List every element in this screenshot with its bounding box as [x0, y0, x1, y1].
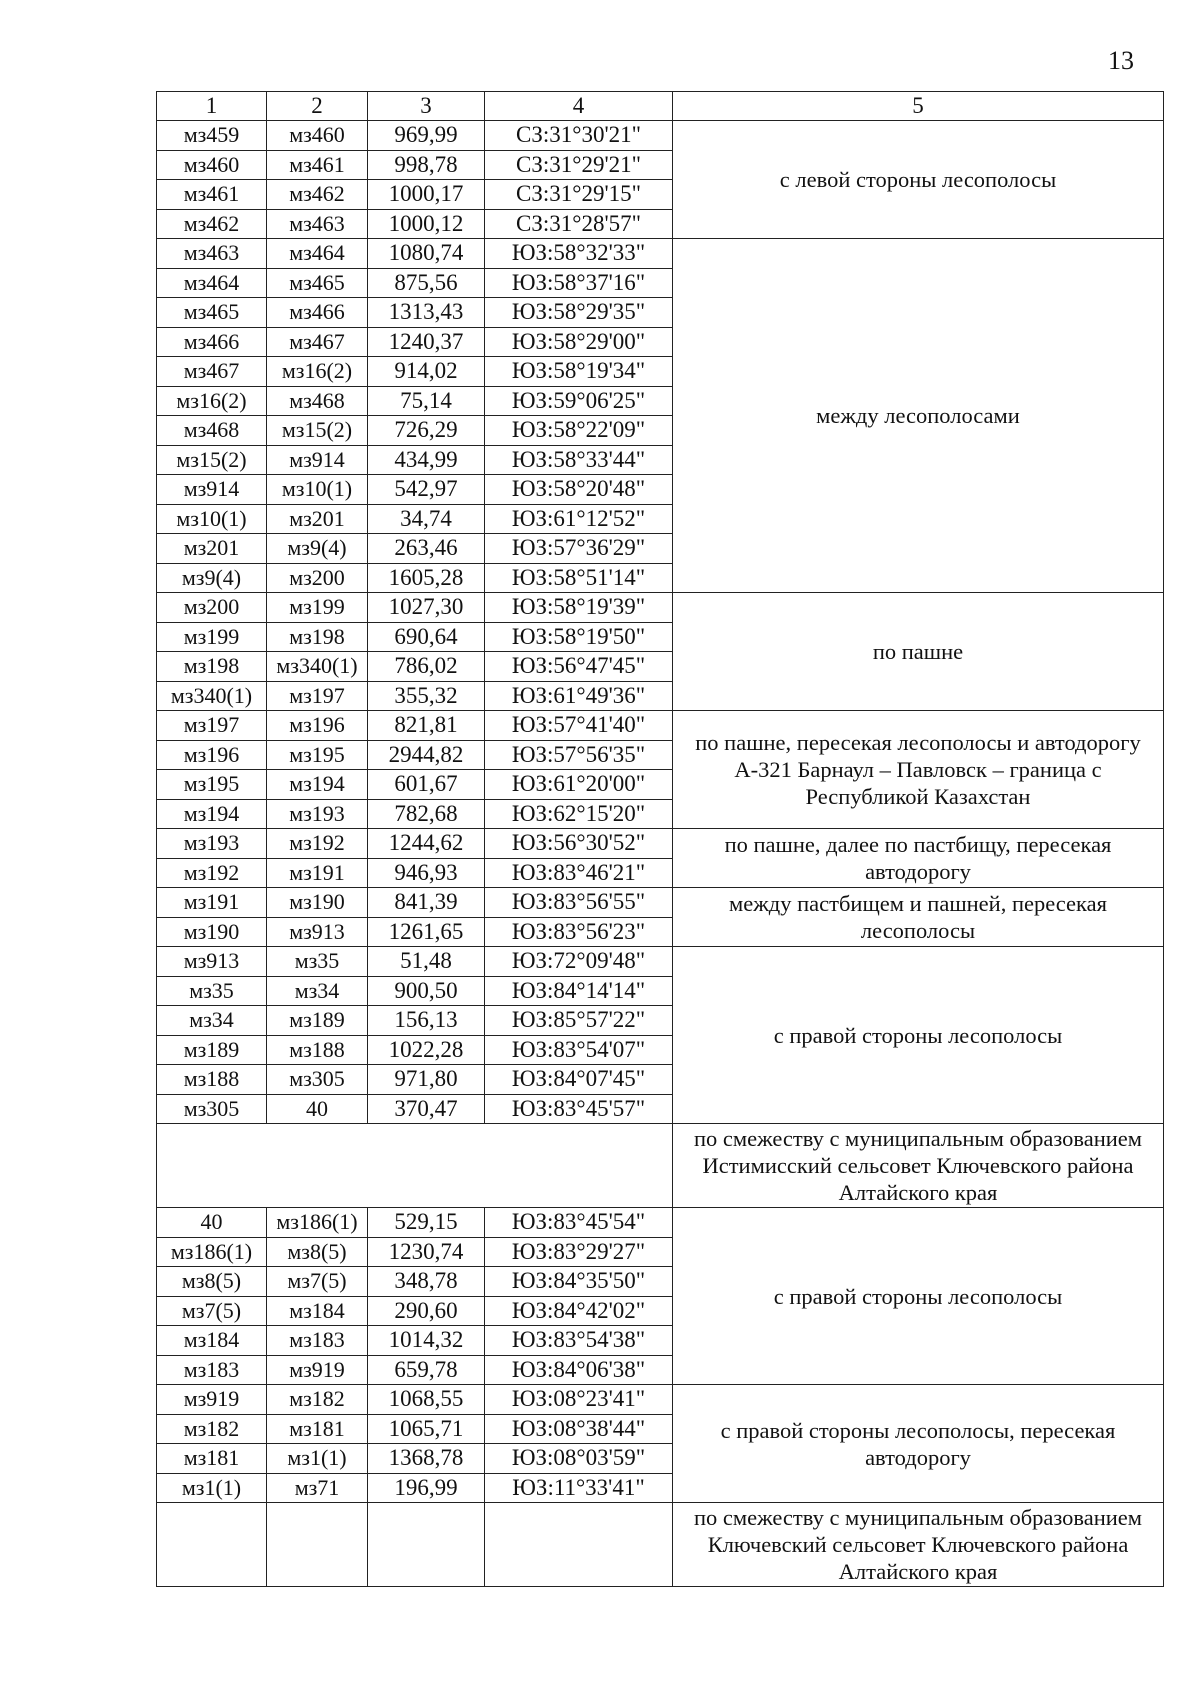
to-point-cell: мз199 [267, 593, 368, 623]
distance-cell: 156,13 [368, 1006, 485, 1036]
to-point-cell: мз464 [267, 239, 368, 269]
segment-description: между лесополосами [673, 239, 1164, 593]
from-point-cell: мз200 [157, 593, 267, 623]
empty-cell [157, 1503, 267, 1587]
from-point-cell: мз9(4) [157, 563, 267, 593]
azimuth-cell: ЮЗ:57°56'35" [485, 740, 673, 770]
azimuth-cell: ЮЗ:84°14'14" [485, 976, 673, 1006]
azimuth-cell: ЮЗ:61°49'36" [485, 681, 673, 711]
column-header: 5 [673, 92, 1164, 121]
distance-cell: 601,67 [368, 770, 485, 800]
empty-cell [157, 1124, 673, 1208]
from-point-cell: мз186(1) [157, 1237, 267, 1267]
azimuth-cell: ЮЗ:83°45'54" [485, 1208, 673, 1238]
to-point-cell: 40 [267, 1094, 368, 1124]
from-point-cell: мз194 [157, 799, 267, 829]
distance-cell: 75,14 [368, 386, 485, 416]
empty-cell [485, 1503, 673, 1587]
from-point-cell: мз1(1) [157, 1473, 267, 1503]
from-point-cell: мз198 [157, 652, 267, 682]
table-row [157, 593, 1164, 623]
distance-cell: 1065,71 [368, 1414, 485, 1444]
to-point-cell: мз184 [267, 1296, 368, 1326]
distance-cell: 946,93 [368, 858, 485, 888]
to-point-cell: мз183 [267, 1326, 368, 1356]
from-point-cell: мз195 [157, 770, 267, 800]
azimuth-cell: ЮЗ:84°42'02" [485, 1296, 673, 1326]
to-point-cell: мз461 [267, 150, 368, 180]
to-point-cell: мз305 [267, 1065, 368, 1095]
to-point-cell: мз190 [267, 888, 368, 918]
azimuth-cell: ЮЗ:83°46'21" [485, 858, 673, 888]
distance-cell: 971,80 [368, 1065, 485, 1095]
from-point-cell: мз459 [157, 121, 267, 151]
distance-cell: 875,56 [368, 268, 485, 298]
distance-cell: 2944,82 [368, 740, 485, 770]
from-point-cell: мз461 [157, 180, 267, 210]
from-point-cell: мз10(1) [157, 504, 267, 534]
azimuth-cell: ЮЗ:84°06'38" [485, 1355, 673, 1385]
from-point-cell: мз183 [157, 1355, 267, 1385]
distance-cell: 1014,32 [368, 1326, 485, 1356]
azimuth-cell: ЮЗ:72°09'48" [485, 947, 673, 977]
to-point-cell: мз914 [267, 445, 368, 475]
table-row [157, 888, 1164, 918]
to-point-cell: мз197 [267, 681, 368, 711]
from-point-cell: 40 [157, 1208, 267, 1238]
from-point-cell: мз34 [157, 1006, 267, 1036]
distance-cell: 290,60 [368, 1296, 485, 1326]
distance-cell: 34,74 [368, 504, 485, 534]
to-point-cell: мз186(1) [267, 1208, 368, 1238]
to-point-cell: мз192 [267, 829, 368, 859]
segment-description: по пашне, далее по пастбищу, пересекая автодорогу [673, 829, 1164, 888]
table-row [157, 711, 1164, 741]
to-point-cell: мз15(2) [267, 416, 368, 446]
to-point-cell: мз468 [267, 386, 368, 416]
from-point-cell: мз462 [157, 209, 267, 239]
from-point-cell: мз191 [157, 888, 267, 918]
from-point-cell: мз466 [157, 327, 267, 357]
to-point-cell: мз1(1) [267, 1444, 368, 1474]
azimuth-cell: ЮЗ:11°33'41" [485, 1473, 673, 1503]
azimuth-cell: ЮЗ:58°32'33" [485, 239, 673, 269]
from-point-cell: мз8(5) [157, 1267, 267, 1297]
from-point-cell: мз467 [157, 357, 267, 387]
from-point-cell: мз16(2) [157, 386, 267, 416]
to-point-cell: мз16(2) [267, 357, 368, 387]
to-point-cell: мз340(1) [267, 652, 368, 682]
distance-cell: 1313,43 [368, 298, 485, 328]
distance-cell: 1244,62 [368, 829, 485, 859]
empty-cell [368, 1503, 485, 1587]
distance-cell: 1000,12 [368, 209, 485, 239]
distance-cell: 1261,65 [368, 917, 485, 947]
from-point-cell: мз182 [157, 1414, 267, 1444]
distance-cell: 786,02 [368, 652, 485, 682]
segment-description: с правой стороны лесополосы [673, 947, 1164, 1124]
azimuth-cell: ЮЗ:58°29'35" [485, 298, 673, 328]
column-header: 3 [368, 92, 485, 121]
column-header: 2 [267, 92, 368, 121]
distance-cell: 1605,28 [368, 563, 485, 593]
distance-cell: 969,99 [368, 121, 485, 151]
segment-description: по пашне [673, 593, 1164, 711]
azimuth-cell: ЮЗ:58°51'14" [485, 563, 673, 593]
segment-description: по смежеству с муниципальным образованием Ключевский сельсовет Ключевского района Алтайского края [673, 1503, 1164, 1587]
from-point-cell: мз201 [157, 534, 267, 564]
azimuth-cell: ЮЗ:58°22'09" [485, 416, 673, 446]
to-point-cell: мз189 [267, 1006, 368, 1036]
to-point-cell: мз463 [267, 209, 368, 239]
to-point-cell: мз200 [267, 563, 368, 593]
azimuth-cell: ЮЗ:58°19'39" [485, 593, 673, 623]
distance-cell: 914,02 [368, 357, 485, 387]
azimuth-cell: ЮЗ:58°33'44" [485, 445, 673, 475]
azimuth-cell: ЮЗ:58°19'34" [485, 357, 673, 387]
from-point-cell: мз35 [157, 976, 267, 1006]
azimuth-cell: ЮЗ:62°15'20" [485, 799, 673, 829]
to-point-cell: мз9(4) [267, 534, 368, 564]
distance-cell: 434,99 [368, 445, 485, 475]
from-point-cell: мз190 [157, 917, 267, 947]
to-point-cell: мз191 [267, 858, 368, 888]
table-header-row [157, 92, 1164, 121]
from-point-cell: мз189 [157, 1035, 267, 1065]
from-point-cell: мз464 [157, 268, 267, 298]
distance-cell: 659,78 [368, 1355, 485, 1385]
page-number: 13 [1108, 46, 1134, 75]
table-row [157, 829, 1164, 859]
azimuth-cell: СЗ:31°30'21" [485, 121, 673, 151]
from-point-cell: мз199 [157, 622, 267, 652]
from-point-cell: мз460 [157, 150, 267, 180]
from-point-cell: мз188 [157, 1065, 267, 1095]
to-point-cell: мз462 [267, 180, 368, 210]
to-point-cell: мз194 [267, 770, 368, 800]
from-point-cell: мз192 [157, 858, 267, 888]
to-point-cell: мз7(5) [267, 1267, 368, 1297]
segment-description: по смежеству с муниципальным образованием Истимисский сельсовет Ключевского района Алтайского края [673, 1124, 1164, 1208]
from-point-cell: мз914 [157, 475, 267, 505]
to-point-cell: мз467 [267, 327, 368, 357]
azimuth-cell: ЮЗ:57°41'40" [485, 711, 673, 741]
boundary-table [156, 91, 1164, 1587]
table-row [157, 947, 1164, 977]
azimuth-cell: ЮЗ:83°45'57" [485, 1094, 673, 1124]
azimuth-cell: СЗ:31°29'15" [485, 180, 673, 210]
to-point-cell: мз198 [267, 622, 368, 652]
to-point-cell: мз460 [267, 121, 368, 151]
segment-description: по пашне, пересекая лесополосы и автодорогу А-321 Барнаул – Павловск – граница с Республикой Казахстан [673, 711, 1164, 829]
azimuth-cell: ЮЗ:58°20'48" [485, 475, 673, 505]
distance-cell: 726,29 [368, 416, 485, 446]
from-point-cell: мз181 [157, 1444, 267, 1474]
distance-cell: 690,64 [368, 622, 485, 652]
from-point-cell: мз196 [157, 740, 267, 770]
azimuth-cell: ЮЗ:84°35'50" [485, 1267, 673, 1297]
from-point-cell: мз463 [157, 239, 267, 269]
distance-cell: 196,99 [368, 1473, 485, 1503]
azimuth-cell: ЮЗ:83°54'07" [485, 1035, 673, 1065]
azimuth-cell: ЮЗ:59°06'25" [485, 386, 673, 416]
from-point-cell: мз305 [157, 1094, 267, 1124]
azimuth-cell: ЮЗ:56°47'45" [485, 652, 673, 682]
column-header: 4 [485, 92, 673, 121]
to-point-cell: мз913 [267, 917, 368, 947]
azimuth-cell: ЮЗ:58°29'00" [485, 327, 673, 357]
to-point-cell: мз34 [267, 976, 368, 1006]
distance-cell: 1000,17 [368, 180, 485, 210]
from-point-cell: мз193 [157, 829, 267, 859]
to-point-cell: мз71 [267, 1473, 368, 1503]
azimuth-cell: ЮЗ:83°56'23" [485, 917, 673, 947]
to-point-cell: мз10(1) [267, 475, 368, 505]
distance-cell: 348,78 [368, 1267, 485, 1297]
to-point-cell: мз182 [267, 1385, 368, 1415]
table-row [157, 1503, 1164, 1587]
distance-cell: 370,47 [368, 1094, 485, 1124]
from-point-cell: мз15(2) [157, 445, 267, 475]
boundary-table-body [157, 92, 1164, 1587]
segment-description: с правой стороны лесополосы [673, 1208, 1164, 1385]
azimuth-cell: ЮЗ:61°12'52" [485, 504, 673, 534]
table-row [157, 1385, 1164, 1415]
distance-cell: 263,46 [368, 534, 485, 564]
azimuth-cell: ЮЗ:83°56'55" [485, 888, 673, 918]
table-row [157, 121, 1164, 151]
distance-cell: 1080,74 [368, 239, 485, 269]
from-point-cell: мз340(1) [157, 681, 267, 711]
empty-cell [267, 1503, 368, 1587]
distance-cell: 1022,28 [368, 1035, 485, 1065]
distance-cell: 998,78 [368, 150, 485, 180]
from-point-cell: мз465 [157, 298, 267, 328]
azimuth-cell: ЮЗ:83°54'38" [485, 1326, 673, 1356]
from-point-cell: мз913 [157, 947, 267, 977]
to-point-cell: мз35 [267, 947, 368, 977]
to-point-cell: мз465 [267, 268, 368, 298]
to-point-cell: мз195 [267, 740, 368, 770]
distance-cell: 355,32 [368, 681, 485, 711]
distance-cell: 782,68 [368, 799, 485, 829]
azimuth-cell: ЮЗ:08°23'41" [485, 1385, 673, 1415]
azimuth-cell: ЮЗ:58°37'16" [485, 268, 673, 298]
distance-cell: 542,97 [368, 475, 485, 505]
from-point-cell: мз919 [157, 1385, 267, 1415]
distance-cell: 1230,74 [368, 1237, 485, 1267]
table-row [157, 1124, 1164, 1208]
azimuth-cell: ЮЗ:56°30'52" [485, 829, 673, 859]
to-point-cell: мз188 [267, 1035, 368, 1065]
to-point-cell: мз201 [267, 504, 368, 534]
azimuth-cell: ЮЗ:83°29'27" [485, 1237, 673, 1267]
distance-cell: 1368,78 [368, 1444, 485, 1474]
table-row [157, 1208, 1164, 1238]
azimuth-cell: СЗ:31°28'57" [485, 209, 673, 239]
from-point-cell: мз7(5) [157, 1296, 267, 1326]
to-point-cell: мз181 [267, 1414, 368, 1444]
azimuth-cell: ЮЗ:57°36'29" [485, 534, 673, 564]
distance-cell: 1240,37 [368, 327, 485, 357]
to-point-cell: мз193 [267, 799, 368, 829]
distance-cell: 821,81 [368, 711, 485, 741]
table-row [157, 239, 1164, 269]
segment-description: с правой стороны лесополосы, пересекая автодорогу [673, 1385, 1164, 1503]
azimuth-cell: СЗ:31°29'21" [485, 150, 673, 180]
from-point-cell: мз468 [157, 416, 267, 446]
distance-cell: 841,39 [368, 888, 485, 918]
distance-cell: 900,50 [368, 976, 485, 1006]
azimuth-cell: ЮЗ:08°38'44" [485, 1414, 673, 1444]
column-header: 1 [157, 92, 267, 121]
segment-description: между пастбищем и пашней, пересекая лесополосы [673, 888, 1164, 947]
distance-cell: 1068,55 [368, 1385, 485, 1415]
to-point-cell: мз919 [267, 1355, 368, 1385]
azimuth-cell: ЮЗ:85°57'22" [485, 1006, 673, 1036]
azimuth-cell: ЮЗ:58°19'50" [485, 622, 673, 652]
to-point-cell: мз196 [267, 711, 368, 741]
azimuth-cell: ЮЗ:61°20'00" [485, 770, 673, 800]
segment-description: с левой стороны лесополосы [673, 121, 1164, 239]
from-point-cell: мз184 [157, 1326, 267, 1356]
distance-cell: 1027,30 [368, 593, 485, 623]
to-point-cell: мз466 [267, 298, 368, 328]
to-point-cell: мз8(5) [267, 1237, 368, 1267]
distance-cell: 529,15 [368, 1208, 485, 1238]
from-point-cell: мз197 [157, 711, 267, 741]
azimuth-cell: ЮЗ:08°03'59" [485, 1444, 673, 1474]
azimuth-cell: ЮЗ:84°07'45" [485, 1065, 673, 1095]
distance-cell: 51,48 [368, 947, 485, 977]
